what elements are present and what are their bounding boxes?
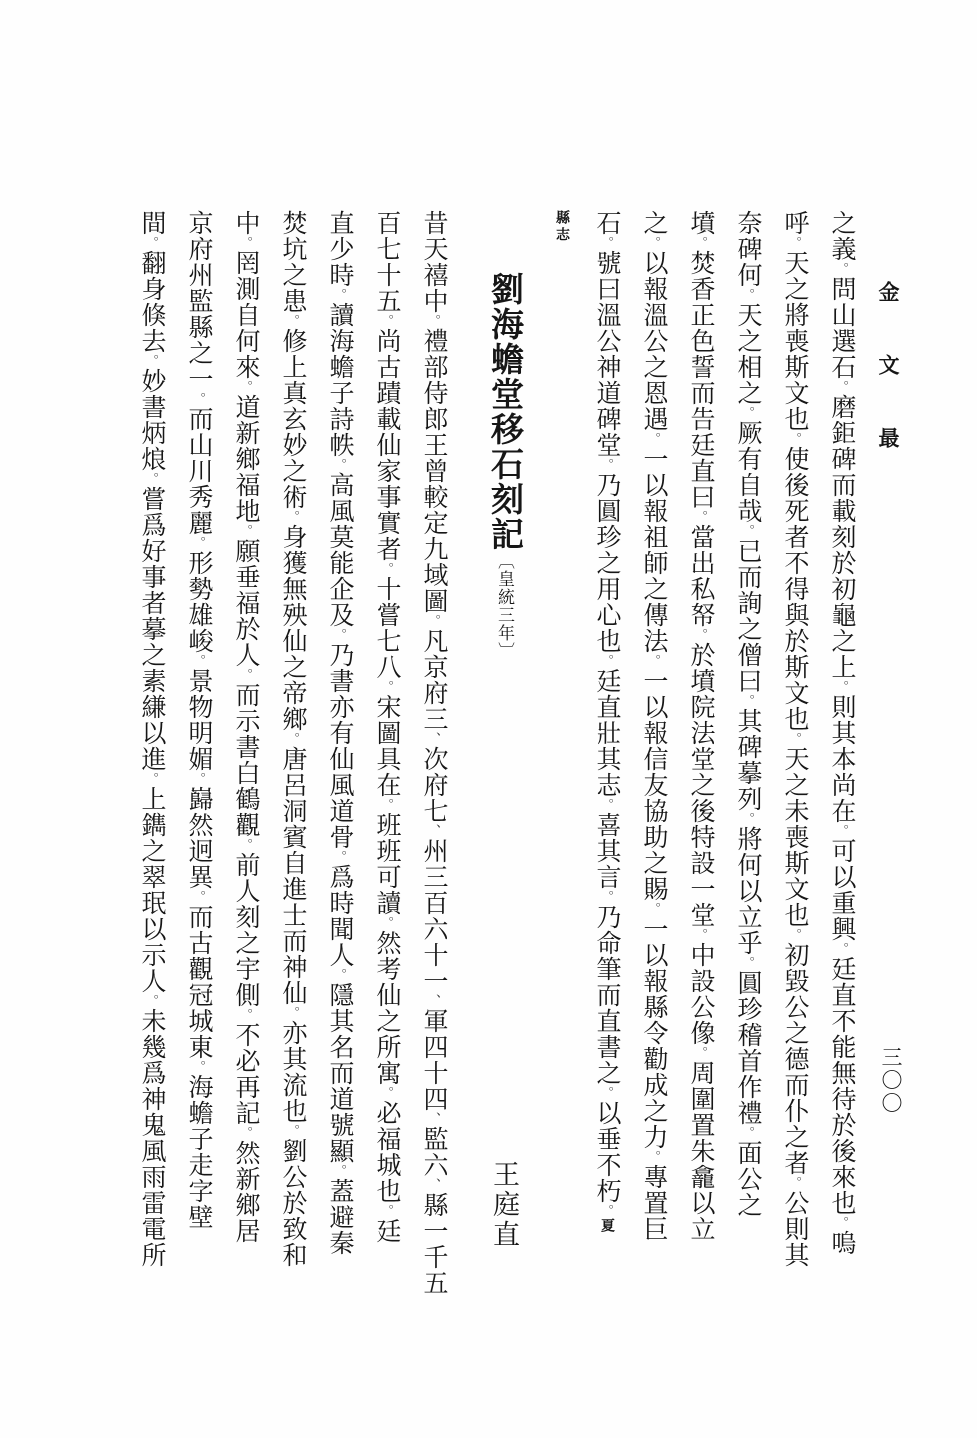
article-date-note: 〔皇統三年〕 — [495, 552, 514, 660]
text-column-1: 之義。問山選石。磨鉅碑而載刻於初龜之上。則其本尚在。可以重興。廷直不能無待於後來也。嗚 — [828, 210, 855, 1256]
text-column-5: 之。以報溫公之恩遇。一以報祖師之傳法。一以報信友協助之賜。一以報縣令勸成之力。專置巨 — [640, 210, 667, 1242]
text-column-10: 焚坑之患。修上真玄妙之術。身獲無殃仙之帝鄉。唐呂洞賓自進士而神仙。亦其流也。劉公於致和 — [279, 210, 306, 1268]
source-note-column: 縣志 — [554, 210, 569, 244]
text-column-2: 呼。天之將喪斯文也。使後死者不得與於斯文也。天之未喪斯文也。初毀公之德而仆之者。公則其 — [781, 210, 808, 1268]
article-author: 王庭直 — [489, 1160, 519, 1250]
text-column-11: 中。罔測自何來。道新鄉福地。願垂福於人。而示書白鶴觀。前人刻之宇側。不必再記。然新鄉居 — [232, 210, 259, 1244]
source-note: 夏 — [599, 1218, 614, 1234]
main-text-block — [128, 210, 865, 1320]
book-title: 金文最 — [876, 281, 900, 500]
text-column-9: 直少時。讀海蟾子詩帙。高風莫能企及。乃書亦有仙風道骨。爲時聞人。隱其名而道號顯。蓋避秦 — [326, 210, 353, 1256]
text-column-12: 京府州監縣之一。而山川秀麗。形勢雄峻。景物明媚。巋然迥異。而古觀冠城東。海蟾子走字壁 — [185, 210, 212, 1230]
article-title-column — [479, 210, 529, 1320]
text-column-13: 間。翻身倏去。妙書炳烺。嘗爲好事者摹之素縑以進。上鐫之翠珉以示人。未幾爲神鬼風雨雷電所 — [138, 210, 165, 1268]
text-column-3: 奈碑何。天之相之。厥有自哉。已而詢之僧曰。其碑摹列。將何以立乎。圓珍稽首作禮。面公之 — [734, 210, 761, 1218]
article-title: 劉海蟾堂移石刻記 — [486, 272, 522, 552]
text-column-6: 石。號曰溫公神道碑堂。乃圓珍之用心也。廷直壯其志。喜其言。乃命筆而直書之。以垂不朽。夏 — [593, 210, 620, 1234]
text-column-7: 昔天禧中。禮部侍郎王曾較定九域圖。凡京府三、次府七、州三百六十一、軍四十四、監六、縣一千五 — [420, 210, 447, 1296]
text-column-8: 百七十五。尚古蹟載仙家事實者。十嘗七八。宋圖具在。班班可讀。然考仙之所寓。必福城也。廷 — [373, 210, 400, 1244]
page-number: 三〇〇 — [879, 1046, 903, 1115]
text-column-4: 墳。焚香正色誓而告廷直曰。當出私帑。於墳院法堂之後特設一堂。中設公像。周圍置朱龕以立 — [687, 210, 714, 1242]
